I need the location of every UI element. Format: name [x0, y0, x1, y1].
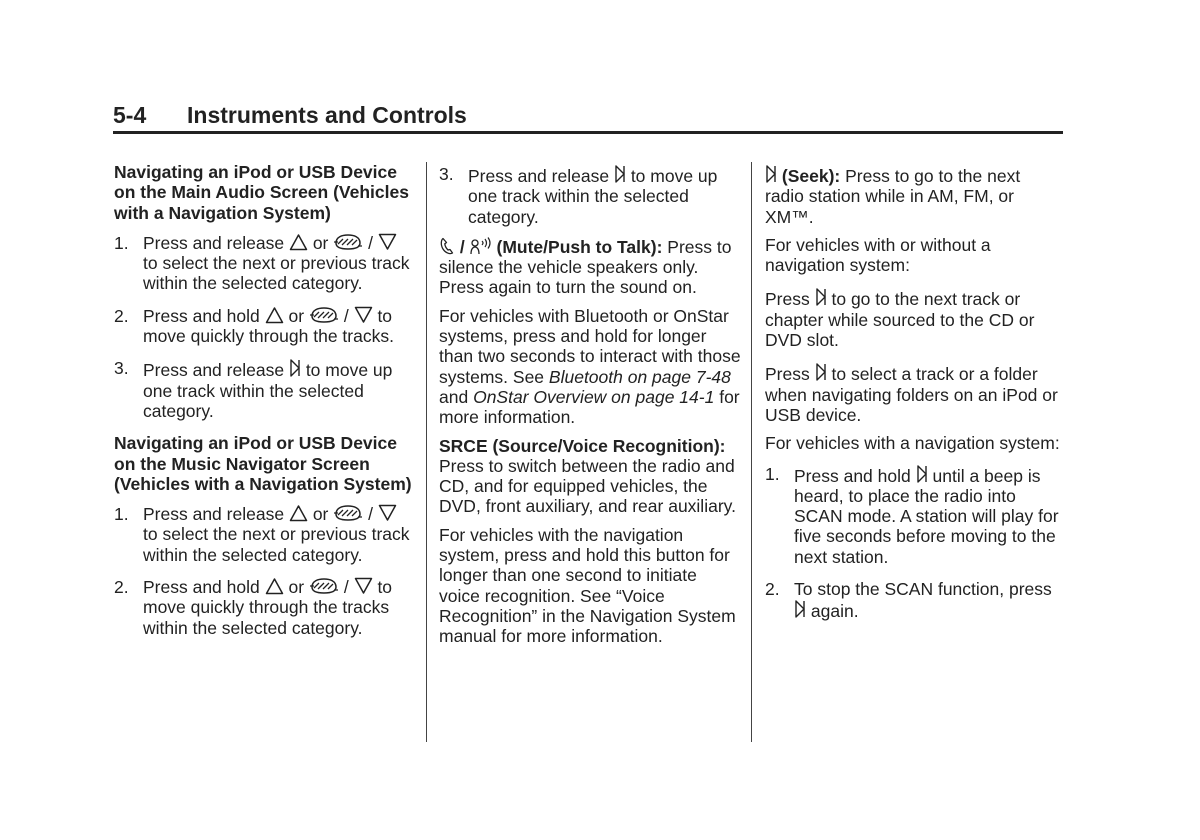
- control-label: (Mute/Push to Talk):: [496, 236, 663, 257]
- list-item: 1. Press and release or / to select the next or previous track within the selected category.: [114, 232, 410, 294]
- triangle-down-icon: [378, 504, 397, 522]
- voice-talk-icon: [470, 237, 492, 255]
- list-number: 3.: [114, 358, 129, 379]
- page-header: [113, 99, 1063, 134]
- paragraph: For vehicles with a navigation system:: [765, 433, 1060, 454]
- list-item: 2. Press and hold or / to move quickly through the tracks.: [114, 305, 394, 347]
- triangle-up-icon: [289, 504, 308, 522]
- navigation-paragraph: For vehicles with the navigation system, press and hold this button for longer than one second to initiate voice recognition. See “Voice Recognition” in the Navigation System manual for more information.: [439, 524, 736, 647]
- section-title: Instruments and Controls: [187, 102, 467, 128]
- seek-forward-icon: [289, 358, 301, 378]
- list-number: 2.: [114, 305, 129, 326]
- instruction-list: [765, 464, 1061, 622]
- list-number: 2.: [114, 577, 129, 598]
- triangle-down-icon: [378, 233, 397, 251]
- seek-forward-icon: [815, 287, 827, 307]
- triangle-down-icon: [354, 306, 373, 324]
- seek-forward-icon: [815, 362, 827, 382]
- instruction-list: [114, 504, 414, 638]
- onstar-link[interactable]: OnStar Overview on page 14-1: [473, 386, 715, 407]
- control-label: (Seek):: [781, 166, 841, 186]
- subsection-heading: Navigating an iPod or USB Device on the Main Audio Screen (Vehicles with a Navigation System): [114, 162, 409, 223]
- list-item: 1. Press and release or / to select the next or previous track within the selected category.: [114, 504, 410, 565]
- tune-knob-icon: [309, 577, 339, 595]
- mute-paragraph: / (Mute/Push to Talk): Press to silence the vehicle speakers only. Press again to turn the sound on.: [439, 236, 732, 298]
- seek-forward-icon: [916, 464, 928, 484]
- triangle-up-icon: [289, 233, 308, 251]
- triangle-down-icon: [354, 577, 373, 595]
- list-item: 1. Press and hold until a beep is heard, to place the radio into SCAN mode. A station will play for five seconds before moving to the next station.: [765, 463, 1059, 567]
- column-divider: [751, 162, 752, 742]
- subsection-heading: Navigating an iPod or USB Device on the Music Navigator Screen (Vehicles with a Navigation System): [114, 433, 412, 494]
- column-divider: [426, 162, 427, 742]
- page-number: 5-4: [113, 102, 147, 128]
- paragraph: Press to go to the next track or chapter while sourced to the CD or DVD slot.: [765, 289, 1035, 351]
- paragraph: For vehicles with or without a navigation system:: [765, 234, 991, 276]
- control-label: SRCE (Source/Voice Recognition):: [439, 435, 726, 456]
- list-item: 3. Press and release to move up one track within the selected category.: [114, 358, 393, 421]
- triangle-up-icon: [265, 577, 284, 595]
- list-number: 1.: [114, 504, 129, 525]
- list-item: 3. Press and release to move up one track within the selected category.: [439, 164, 718, 227]
- tune-knob-icon: [333, 504, 363, 522]
- instruction-list: [114, 233, 414, 421]
- list-item: 2. Press and hold or / to move quickly through the tracks within the selected category.: [114, 577, 393, 638]
- column-right: [765, 162, 1061, 634]
- list-number: 1.: [765, 463, 780, 484]
- paragraph: Press to select a track or a folder when navigating folders on an iPod or USB device.: [765, 364, 1058, 425]
- instruction-list: [439, 164, 741, 227]
- tune-knob-icon: [309, 306, 339, 324]
- list-number: 3.: [439, 164, 454, 184]
- tune-knob-icon: [333, 233, 363, 251]
- list-item: 2. To stop the SCAN function, press again.: [765, 579, 1052, 622]
- seek-paragraph: (Seek): Press to go to the next radio station while in AM, FM, or XM™.: [765, 166, 1021, 227]
- bluetooth-paragraph: For vehicles with Bluetooth or OnStar systems, press and hold for longer than two seconds to interact with those systems. See Bluetooth on page 7-48 and OnStar Overview on page 14-1 for more information.: [439, 305, 741, 428]
- triangle-up-icon: [265, 306, 284, 324]
- column-middle: [439, 162, 741, 647]
- phone-handset-icon: [439, 237, 455, 255]
- list-number: 1.: [114, 232, 129, 253]
- srce-paragraph: SRCE (Source/Voice Recognition): Press to switch between the radio and CD, and for equipped vehicles, the DVD, front auxiliary, and rear auxiliary.: [439, 435, 736, 517]
- seek-forward-icon: [614, 164, 626, 184]
- seek-forward-icon: [794, 599, 806, 619]
- list-number: 2.: [765, 579, 780, 600]
- bluetooth-link[interactable]: Bluetooth on page 7-48: [548, 366, 731, 387]
- column-left: [114, 162, 414, 650]
- seek-forward-icon: [765, 164, 777, 184]
